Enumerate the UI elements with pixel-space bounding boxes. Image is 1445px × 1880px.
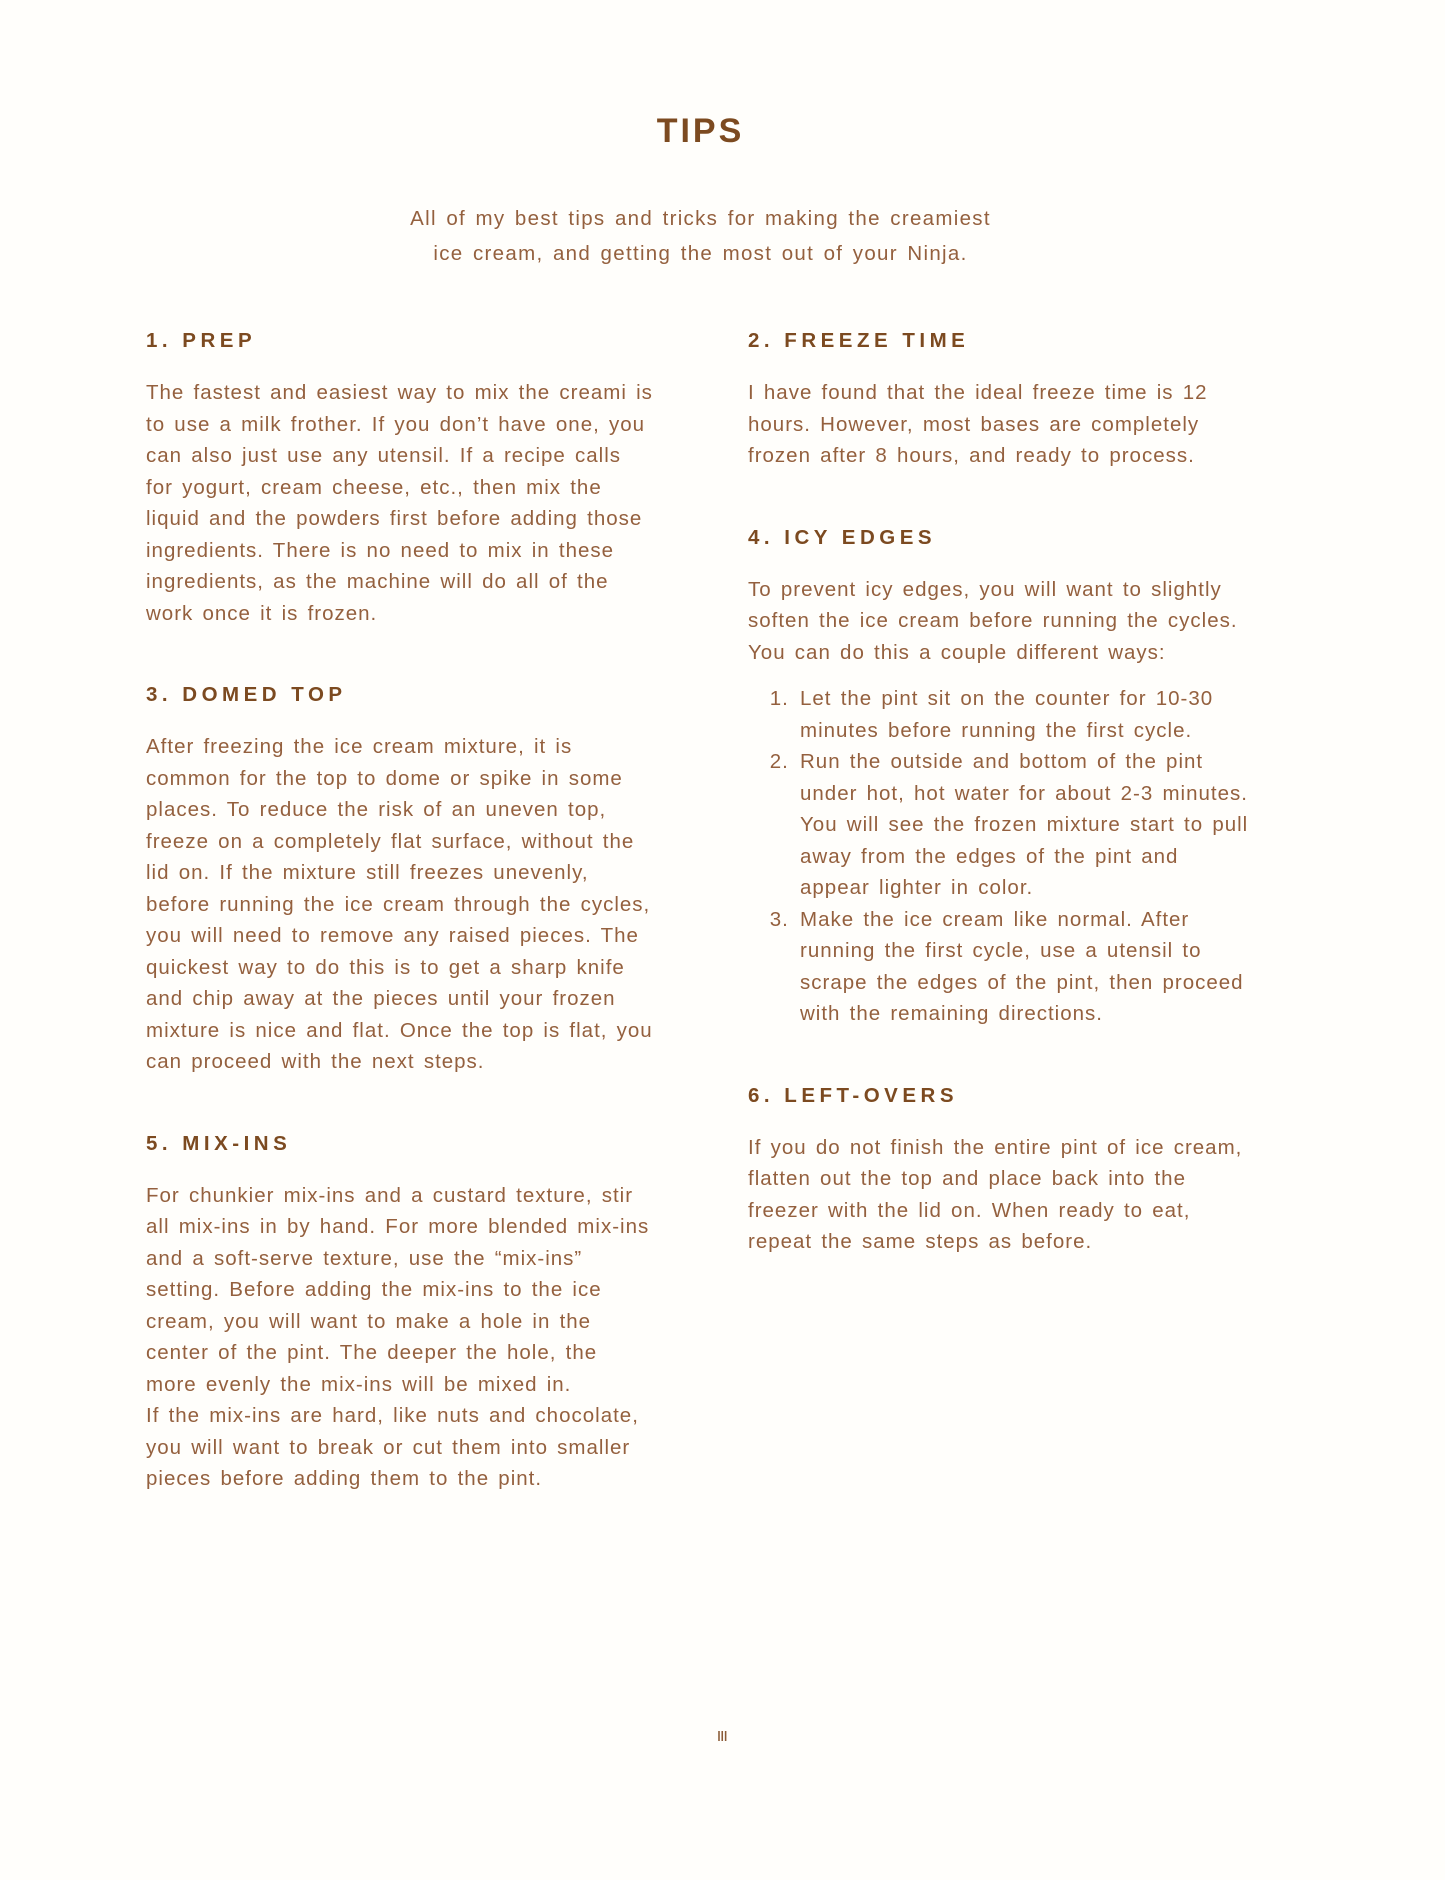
section-heading-domed-top: 3. DOMED TOP	[146, 683, 347, 706]
section-heading-prep: 1. PREP	[146, 329, 257, 352]
section-paragraph: If you do not finish the entire pint of ice cream, flatten out the top and place back into the freezer with the lid on. When ready to eat, repeat the same steps as before.	[748, 1135, 1243, 1253]
list-item: 3. Make the ice cream like normal. After running the first cycle, use a utensil to scrape the edges of the pint, then proceed with the remaining directions.	[798, 904, 1255, 1030]
page-number: III	[717, 1728, 728, 1745]
page-subtitle	[146, 201, 1255, 271]
section-heading-mix-ins: 5. MIX-INS	[146, 1131, 292, 1155]
subtitle-line-2: ice cream, and getting the most out of your Ninja.	[433, 242, 968, 265]
list-item: 1. Let the pint sit on the counter for 10-30 minutes before running the first cycle.	[798, 683, 1255, 746]
page-title: TIPS	[656, 112, 745, 150]
section-prep	[146, 329, 653, 629]
list-item: 2. Run the outside and bottom of the pint under hot, hot water for about 2-3 minutes. You will see the frozen mixture start to pull away from the edges of the pint and appear lighter in color.	[798, 746, 1255, 904]
section-paragraph: To prevent icy edges, you will want to slightly soften the ice cream before running the cycles. You can do this a couple different ways:	[748, 577, 1238, 664]
section-paragraph: If the mix-ins are hard, like nuts and chocolate, you will want to break or cut them into smaller pieces before adding them to the pint.	[146, 1404, 639, 1490]
section-icy-edges	[748, 526, 1255, 1030]
subtitle-line-1: All of my best tips and tricks for making the creamiest	[410, 207, 991, 230]
section-paragraph: After freezing the ice cream mixture, it is common for the top to dome or spike in some places. To reduce the risk of an uneven top, freeze on a completely flat surface, without the lid on. If the mixture still freezes unevenly, before running the ice cream through the cycles, you will need to remove any raised pieces. The quickest way to do this is to get a sharp knife and chip away at the pieces until your frozen mixture is nice and flat. Once the top is flat, you can proceed with the next steps.	[146, 735, 653, 1073]
section-left-overs	[748, 1084, 1255, 1258]
section-mix-ins	[146, 1132, 653, 1495]
section-paragraph: I have found that the ideal freeze time is 12 hours. However, most bases are completely frozen after 8 hours, and ready to process.	[748, 381, 1208, 467]
right-column	[748, 329, 1255, 1549]
icy-edges-methods-list	[748, 683, 1255, 1030]
section-paragraph: For chunkier mix-ins and a custard texture, stir all mix-ins in by hand. For more blended mix-ins and a soft-serve texture, use the “mix-ins” setting. Before adding the mix-ins to the ice cream, you will want to make a hole in the center of the pint. The deeper the hole, the more evenly the mix-ins will be mixed in.	[146, 1183, 650, 1396]
section-domed-top	[146, 683, 653, 1078]
section-heading-left-overs: 6. LEFT-OVERS	[748, 1083, 958, 1107]
left-column	[146, 329, 653, 1549]
section-paragraph: The fastest and easiest way to mix the creami is to use a milk frother. If you don’t have one, you can also just use any utensil. If a recipe calls for yogurt, cream cheese, etc., then mix the liquid and the powders first before adding those ingredients. There is no need to mix in these ingredients, as the machine will do all of the work once it is frozen.	[146, 381, 653, 625]
two-column-layout	[146, 329, 1255, 1549]
section-freeze-time	[748, 329, 1255, 472]
section-heading-icy-edges: 4. ICY EDGES	[748, 525, 937, 549]
section-heading-freeze-time: 2. FREEZE TIME	[748, 329, 970, 352]
